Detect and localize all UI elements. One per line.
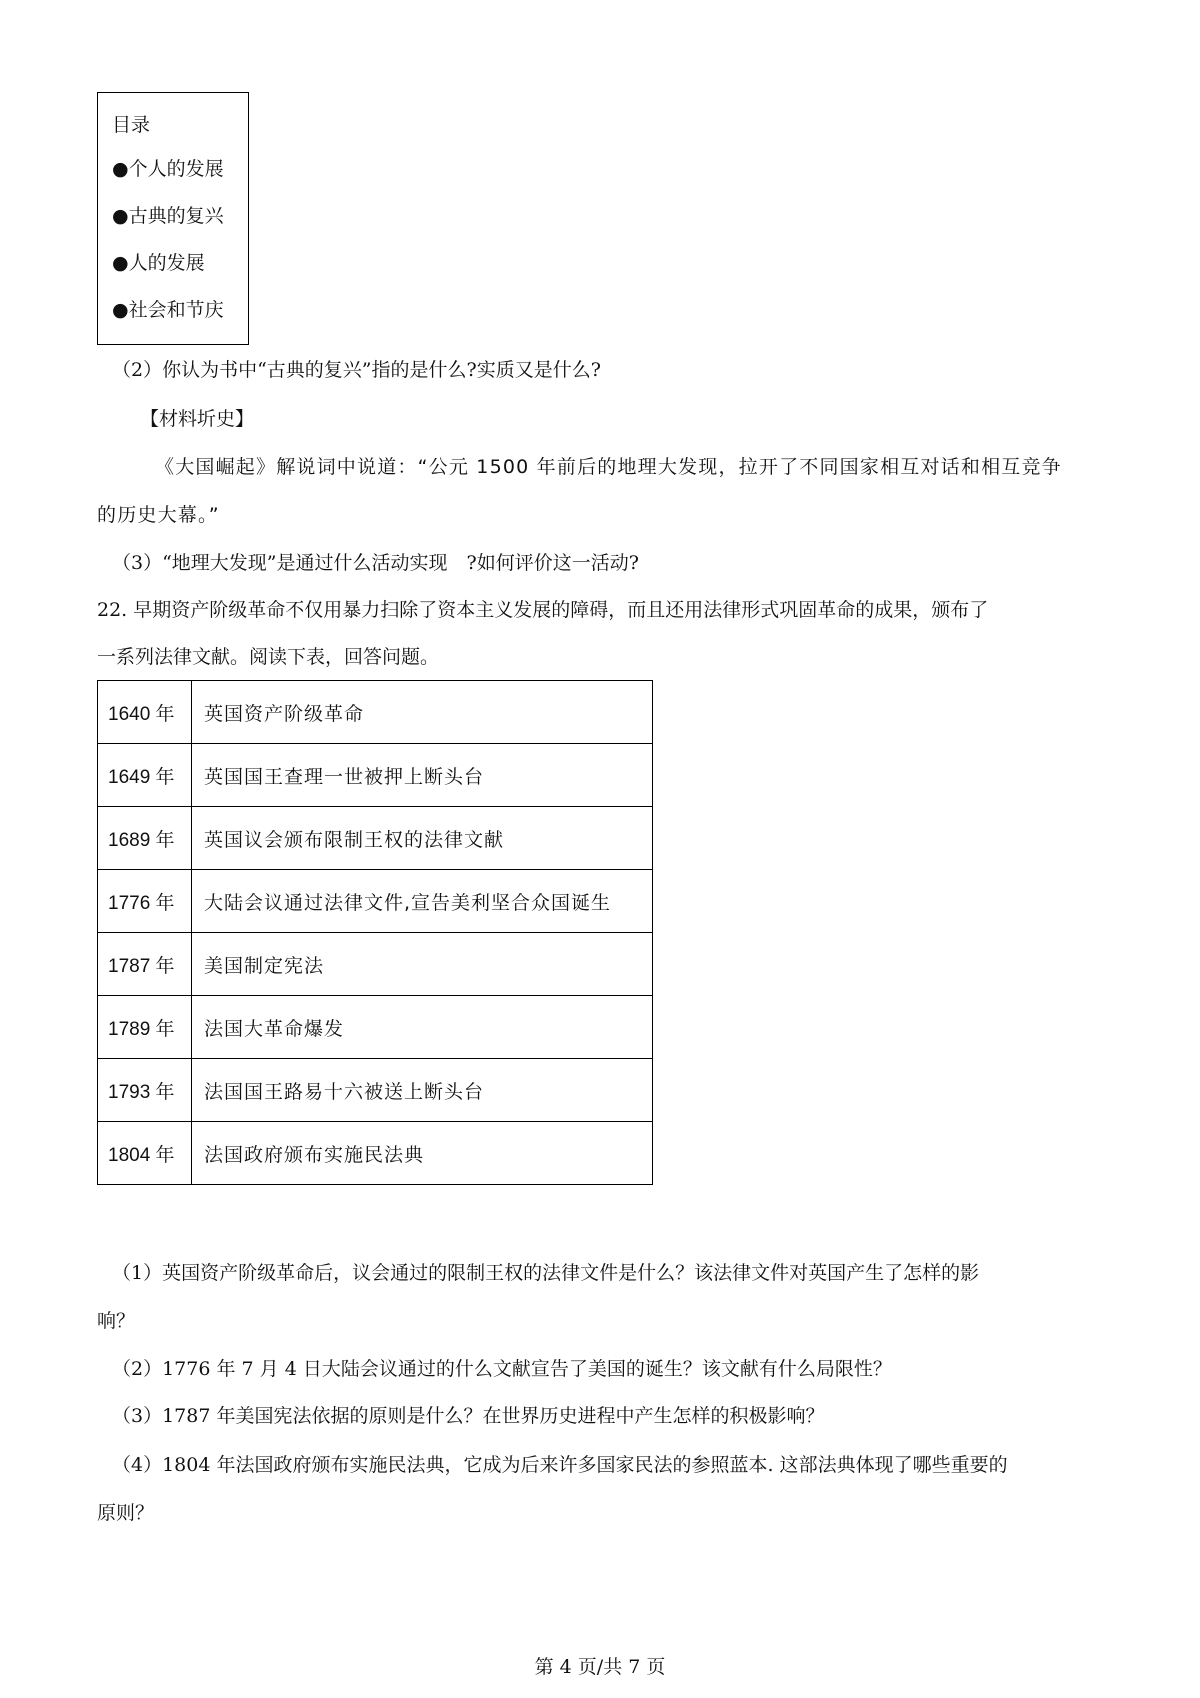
page-number-footer: 第 4 页/共 7 页 — [534, 1656, 666, 1678]
q21-material-line2: 的历史大幕。” — [97, 504, 220, 526]
table-row — [98, 933, 653, 996]
toc-item-4: ●社会和节庆 — [112, 299, 224, 321]
table-event: 法国大革命爆发 — [192, 996, 653, 1059]
table-row — [98, 744, 653, 807]
table-year: 1640 年 — [98, 681, 192, 744]
table-row — [98, 807, 653, 870]
toc-item-1: ●个人的发展 — [112, 158, 224, 180]
q22-sub4-line2: 原则？ — [97, 1502, 155, 1524]
table-event: 英国资产阶级革命 — [192, 681, 653, 744]
q21-sub3: （3）“地理大发现”是通过什么活动实现 ?如何评价这一活动? — [112, 552, 639, 574]
table-event: 法国国王路易十六被送上断头台 — [192, 1059, 653, 1122]
table-year: 1649 年 — [98, 744, 192, 807]
law-timeline-table — [97, 680, 653, 1185]
table-year: 1689 年 — [98, 807, 192, 870]
toc-title: 目录 — [112, 114, 151, 136]
table-row — [98, 870, 653, 933]
table-row — [98, 996, 653, 1059]
q22-sub1-line1: （1）英国资产阶级革命后，议会通过的限制王权的法律文件是什么？该法律文件对英国产生了怎样的影 — [112, 1262, 980, 1284]
q22-sub2: （2）1776 年 7 月 4 日大陆会议通过的什么文献宣告了美国的诞生？该文献有什么局限性？ — [112, 1358, 892, 1380]
table-year: 1789 年 — [98, 996, 192, 1059]
table-row — [98, 1059, 653, 1122]
toc-box — [97, 92, 249, 345]
table-year: 1787 年 — [98, 933, 192, 996]
table-year: 1804 年 — [98, 1122, 192, 1185]
table-event: 英国议会颁布限制王权的法律文献 — [192, 807, 653, 870]
table-year: 1776 年 — [98, 870, 192, 933]
table-row — [98, 681, 653, 744]
q22-sub1-line2: 响？ — [97, 1310, 136, 1332]
table-event: 法国政府颁布实施民法典 — [192, 1122, 653, 1185]
q22-sub4-line1: （4）1804 年法国政府颁布实施民法典，它成为后来许多国家民法的参照蓝本. 这部法典体现了哪些重要的 — [112, 1454, 1008, 1476]
toc-item-3: ●人的发展 — [112, 252, 205, 274]
q22-intro-line1: 22. 早期资产阶级革命不仅用暴力扫除了资本主义发展的障碍，而且还用法律形式巩固革命的成果，颁布了 — [97, 599, 989, 621]
q21-material-heading: 【材料圻史】 — [140, 408, 255, 430]
table-event: 美国制定宪法 — [192, 933, 653, 996]
q22-sub3: （3）1787 年美国宪法依据的原则是什么？在世界历史进程中产生怎样的积极影响？ — [112, 1405, 825, 1427]
q22-intro-line2: 一系列法律文献。阅读下表，回答问题。 — [97, 646, 440, 668]
table-event: 英国国王查理一世被押上断头台 — [192, 744, 653, 807]
table-row — [98, 1122, 653, 1185]
q21-sub2: （2）你认为书中“古典的复兴”指的是什么?实质又是什么? — [112, 359, 601, 381]
toc-item-2: ●古典的复兴 — [112, 205, 224, 227]
table-year: 1793 年 — [98, 1059, 192, 1122]
q21-material-line1: 《大国崛起》解说词中说道：“公元 1500 年前后的地理大发现，拉开了不同国家相互对话和相互竞争 — [155, 456, 1062, 478]
table-event: 大陆会议通过法律文件,宣告美利坚合众国诞生 — [192, 870, 653, 933]
